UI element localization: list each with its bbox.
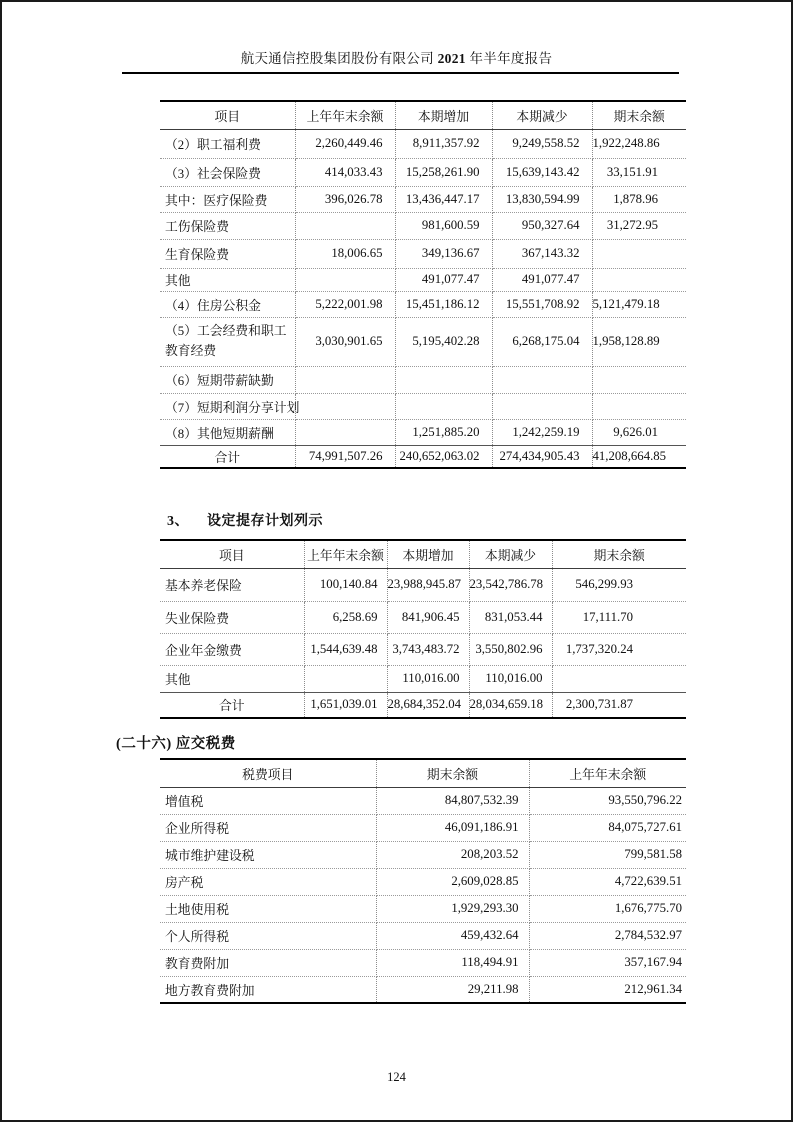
row-label: 个人所得税: [160, 922, 376, 949]
cell-value: 799,581.58: [529, 841, 686, 868]
cell-value: 6,258.69: [304, 601, 387, 633]
cell-value: 13,436,447.17: [395, 186, 492, 212]
cell-value: [492, 393, 592, 419]
cell-value: 367,143.32: [492, 239, 592, 268]
row-label: 基本养老保险: [160, 568, 304, 601]
cell-value: 4,722,639.51: [529, 868, 686, 895]
cell-value: 841,906.45: [387, 601, 469, 633]
table-row: [160, 868, 686, 895]
column-header: 本期减少: [469, 540, 552, 568]
cell-value: 349,136.67: [395, 239, 492, 268]
table-row: [160, 922, 686, 949]
row-label: 增值税: [160, 787, 376, 814]
cell-value: 2,300,731.87: [552, 692, 686, 718]
column-header: 税费项目: [160, 759, 376, 787]
row-label: 失业保险费: [160, 601, 304, 633]
column-header: 期末余额: [376, 759, 529, 787]
table-row: [160, 291, 686, 317]
cell-value: 1,737,320.24: [552, 633, 686, 665]
row-label: （8）其他短期薪酬: [160, 419, 295, 445]
row-label: 工伤保险费: [160, 212, 295, 239]
cell-value: 110,016.00: [469, 665, 552, 692]
cell-value: 5,222,001.98: [295, 291, 395, 317]
cell-value: 950,327.64: [492, 212, 592, 239]
cell-value: 546,299.93: [552, 568, 686, 601]
cell-value: 110,016.00: [387, 665, 469, 692]
table-row: [160, 814, 686, 841]
row-label: 土地使用税: [160, 895, 376, 922]
cell-value: 5,195,402.28: [395, 317, 492, 366]
employee-benefits-table: [160, 100, 686, 469]
section-26-heading: [116, 732, 236, 753]
cell-value: 46,091,186.91: [376, 814, 529, 841]
cell-value: [395, 393, 492, 419]
cell-value: 396,026.78: [295, 186, 395, 212]
table-row: [160, 568, 686, 601]
row-label: 生育保险费: [160, 239, 295, 268]
table-total-row: [160, 692, 686, 718]
table-row: [160, 186, 686, 212]
row-label: 其他: [160, 665, 304, 692]
column-header: 项目: [160, 101, 295, 129]
row-label: 其他: [160, 268, 295, 291]
cell-value: 212,961.34: [624, 981, 682, 996]
section-26-title: (二十六) 应交税费: [116, 736, 236, 752]
table-header-row: [160, 759, 686, 787]
table-total-row: [160, 445, 686, 468]
column-header: 本期减少: [492, 101, 592, 129]
doc-header-year: 2021: [437, 51, 466, 66]
cell-value: 240,652,063.02: [395, 445, 492, 468]
row-label: 地方教育费附加: [160, 976, 376, 1003]
cell-value: 5,121,479.18: [592, 291, 686, 317]
cell-value: 208,203.52: [376, 841, 529, 868]
column-header: 本期增加: [395, 101, 492, 129]
row-label: 教育费附加: [160, 949, 376, 976]
cell-value: [592, 239, 686, 268]
page-number: 124: [387, 1070, 406, 1084]
cell-value: 981,600.59: [395, 212, 492, 239]
cell-value: 23,988,945.87: [387, 568, 469, 601]
table-row: [160, 366, 686, 393]
cell-value: 831,053.44: [469, 601, 552, 633]
section-3-number: 3、: [167, 514, 189, 529]
column-header: 上年年末余额: [295, 101, 395, 129]
table-row: [160, 158, 686, 186]
table-row: [160, 841, 686, 868]
cell-value: 100,140.84: [304, 568, 387, 601]
cell-value: [592, 393, 686, 419]
table-row: [160, 601, 686, 633]
cell-value: 33,151.91: [592, 158, 686, 186]
cell-value: 28,684,352.04: [387, 692, 469, 718]
cell-value: 2,260,449.46: [295, 129, 395, 158]
row-label: 企业年金缴费: [160, 633, 304, 665]
cell-value: [592, 268, 686, 291]
table-header-row: [160, 540, 686, 568]
row-label: （4）住房公积金: [160, 291, 295, 317]
cell-value: 3,550,802.96: [469, 633, 552, 665]
table-row: [160, 212, 686, 239]
cell-value: [295, 393, 395, 419]
cell-value: 1,251,885.20: [395, 419, 492, 445]
table-row: [160, 787, 686, 814]
table-row: [160, 419, 686, 445]
row-label: 其中：医疗保险费: [160, 186, 295, 212]
column-header: 本期增加: [387, 540, 469, 568]
cell-value: [304, 665, 387, 692]
taxes-payable-table: [160, 758, 686, 1004]
column-header: 上年年末余额: [529, 759, 686, 787]
cell-value: 491,077.47: [492, 268, 592, 291]
cell-value: 459,432.64: [376, 922, 529, 949]
table-row: [160, 633, 686, 665]
cell-value: [295, 419, 395, 445]
row-label: （5）工会经费和职工教育经费: [160, 317, 295, 366]
column-header: 上年年末余额: [304, 540, 387, 568]
cell-value: 1,676,775.70: [529, 895, 686, 922]
cell-value: 74,991,507.26: [295, 445, 395, 468]
column-header: 期末余额: [592, 101, 686, 129]
cell-value: 9,249,558.52: [492, 129, 592, 158]
row-label: 房产税: [160, 868, 376, 895]
table-row: [160, 129, 686, 158]
cell-value: 29,211.98: [376, 976, 529, 1003]
table-row: [160, 949, 686, 976]
cell-value: [592, 366, 686, 393]
row-label: 合计: [160, 692, 304, 718]
cell-value: 1,922,248.86: [592, 129, 686, 158]
row-label: 企业所得税: [160, 814, 376, 841]
cell-value: 1,242,259.19: [492, 419, 592, 445]
cell-value: [395, 366, 492, 393]
row-label: 合计: [160, 445, 295, 468]
cell-value: 2,609,028.85: [376, 868, 529, 895]
section-3-title: 设定提存计划列示: [207, 514, 323, 529]
cell-value: [295, 212, 395, 239]
row-label: 城市维护建设税: [160, 841, 376, 868]
table-row: [160, 393, 686, 419]
cell-value: 1,651,039.01: [304, 692, 387, 718]
cell-value: 15,639,143.42: [492, 158, 592, 186]
cell-value: 9,626.01: [592, 419, 686, 445]
cell-value: 15,258,261.90: [395, 158, 492, 186]
cell-value: 3,030,901.65: [295, 317, 395, 366]
cell-value: 118,494.91: [376, 949, 529, 976]
cell-value: 93,550,796.22: [529, 787, 686, 814]
table-row: [160, 239, 686, 268]
header-divider: [122, 72, 679, 74]
cell-value: 3,743,483.72: [387, 633, 469, 665]
column-header: 项目: [160, 540, 304, 568]
column-header: 期末余额: [552, 540, 686, 568]
cell-value: 1,958,128.89: [592, 317, 686, 366]
cell-value: 1,878.96: [592, 186, 686, 212]
cell-value: 8,911,357.92: [395, 129, 492, 158]
doc-header-company: 航天通信控股集团股份有限公司: [240, 51, 434, 66]
cell-value: 23,542,786.78: [469, 568, 552, 601]
table-row: [160, 268, 686, 291]
table-header-row: [160, 101, 686, 129]
cell-value: [295, 366, 395, 393]
cell-value: 13,830,594.99: [492, 186, 592, 212]
doc-header-title: [2, 47, 791, 67]
cell-value: [295, 268, 395, 291]
row-label: （7）短期利润分享计划: [160, 393, 295, 419]
row-label: （2）职工福利费: [160, 129, 295, 158]
doc-header-report: 年半年度报告: [469, 51, 553, 66]
cell-value: 18,006.65: [295, 239, 395, 268]
cell-value: 31,272.95: [592, 212, 686, 239]
cell-value: 2,784,532.97: [529, 922, 686, 949]
table-row: [160, 976, 686, 1003]
cell-value: 28,034,659.18: [469, 692, 552, 718]
cell-value: 17,111.70: [552, 601, 686, 633]
cell-value: 84,075,727.61: [529, 814, 686, 841]
defined-contribution-table: [160, 539, 686, 719]
cell-value: [552, 665, 686, 692]
cell-value: [492, 366, 592, 393]
cell-value: 15,551,708.92: [492, 291, 592, 317]
cell-value: 41,208,664.85: [592, 445, 686, 468]
cell-value: 6,268,175.04: [492, 317, 592, 366]
table-row: [160, 665, 686, 692]
cell-value: 84,807,532.39: [376, 787, 529, 814]
cell-value: 414,033.43: [295, 158, 395, 186]
cell-value: 1,929,293.30: [376, 895, 529, 922]
cell-value: 1,544,639.48: [304, 633, 387, 665]
table-row: [160, 895, 686, 922]
table-row: [160, 317, 686, 366]
row-label: （3）社会保险费: [160, 158, 295, 186]
section-3-heading: [167, 510, 323, 530]
cell-value: 491,077.47: [395, 268, 492, 291]
cell-value: 274,434,905.43: [492, 445, 592, 468]
row-label: （6）短期带薪缺勤: [160, 366, 295, 393]
cell-value: 357,167.94: [529, 949, 686, 976]
cell-value: 15,451,186.12: [395, 291, 492, 317]
